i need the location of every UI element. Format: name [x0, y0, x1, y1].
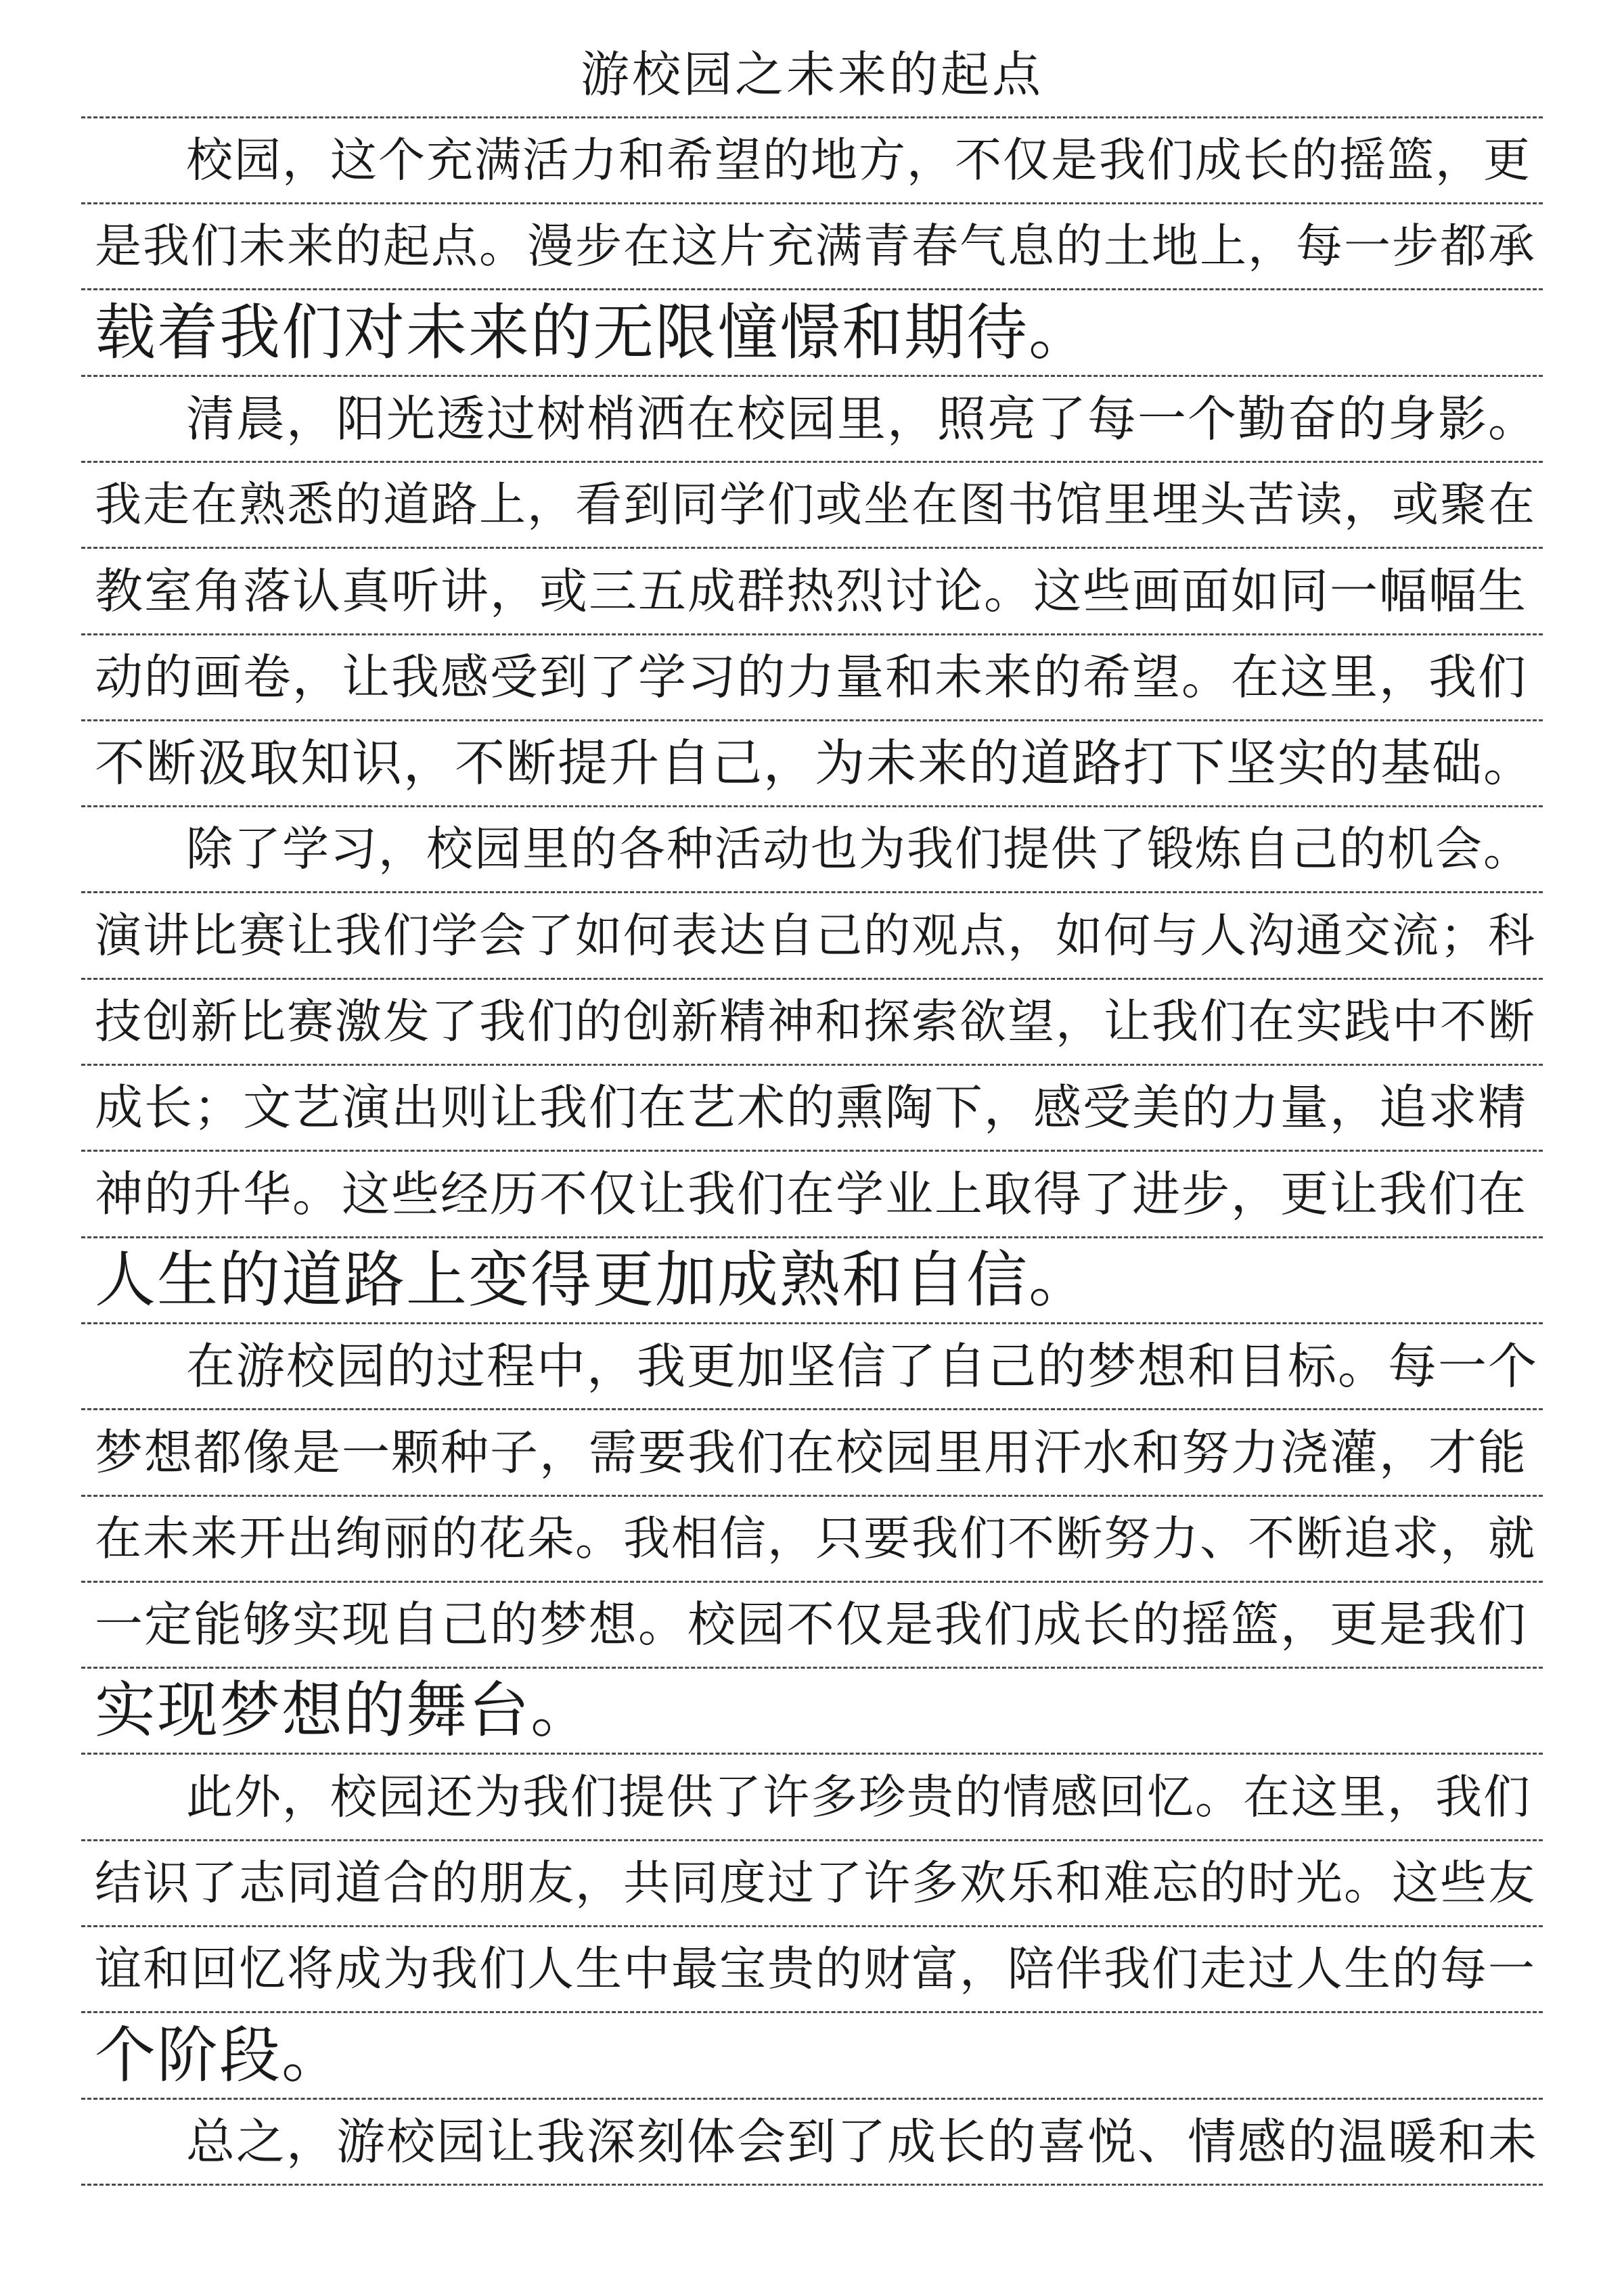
essay-line — [0, 377, 1624, 463]
essay-line-text: 梦想都像是一颗种子，需要我们在校园里用汗水和努力浇灌，才能 — [95, 1424, 1528, 1481]
essay-line-text: 我走在熟悉的道路上，看到同学们或坐在图书馆里埋头苦读，或聚在 — [95, 478, 1536, 533]
essay-line-text: 实现梦想的舞台。 — [95, 1675, 593, 1747]
essay-line-text: 谊和回忆将成为我们人生中最宝贵的财富，陪伴我们走过人生的每一 — [95, 1942, 1536, 1997]
essay-line-text: 是我们未来的起点。漫步在这片充满青春气息的土地上，每一步都承 — [95, 219, 1536, 274]
essay-line — [0, 721, 1624, 807]
essay-line-text: 结识了志同道合的朋友，共同度过了许多欢乐和难忘的时光。这些友 — [95, 1856, 1536, 1910]
essay-line — [0, 807, 1624, 893]
essay-line-text: 不断汲取知识，不断提升自己，为未来的道路打下坚实的基础。 — [95, 734, 1535, 793]
essay-line — [0, 118, 1624, 204]
essay-line-text: 此外，校园还为我们提供了许多珍贵的情感回忆。在这里，我们 — [186, 1770, 1531, 1824]
essay-line-text: 技创新比赛激发了我们的创新精神和探索欲望，让我们在实践中不断 — [95, 995, 1536, 1049]
essay-line-text: 一定能够实现自己的梦想。校园不仅是我们成长的摇篮，更是我们 — [95, 1596, 1528, 1653]
essay-line — [0, 1669, 1624, 1755]
essay-line — [0, 2100, 1624, 2186]
essay-line-text: 人生的道路上变得更加成熟和自信。 — [95, 1244, 1091, 1315]
essay-line — [0, 204, 1624, 290]
essay-line-text: 除了学习，校园里的各种活动也为我们提供了锻炼自己的机会。 — [186, 822, 1531, 877]
essay-line — [0, 980, 1624, 1066]
essay-title: 游校园之未来的起点 — [580, 46, 1043, 103]
essay-line — [0, 1755, 1624, 1841]
essay-line — [0, 894, 1624, 980]
essay-line-text: 教室角落认真听讲，或三五成群热烈讨论。这些画面如同一幅幅生 — [95, 562, 1528, 619]
essay-line — [0, 635, 1624, 721]
essay-line-text: 个阶段。 — [95, 2019, 344, 2091]
dashed-rule — [81, 2184, 1543, 2186]
essay-line-text: 神的升华。这些经历不仅让我们在学业上取得了进步，更让我们在 — [95, 1165, 1528, 1222]
essay-line-text: 演讲比赛让我们学会了如何表达自己的观点，如何与人沟通交流；科 — [95, 908, 1536, 963]
essay-line-text: 在未来开出绚丽的花朵。我相信，只要我们不断努力、不断追求，就 — [95, 1511, 1536, 1566]
essay-line-text: 总之，游校园让我深刻体会到了成长的喜悦、情感的温暖和未 — [186, 2113, 1539, 2170]
essay-line — [0, 1411, 1624, 1497]
essay-line-text: 在游校园的过程中，我更加坚信了自己的梦想和目标。每一个 — [186, 1338, 1539, 1395]
essay-line — [0, 1497, 1624, 1583]
essay-line — [0, 463, 1624, 549]
essay-line — [0, 1583, 1624, 1669]
essay-line — [0, 549, 1624, 635]
essay-line — [0, 1238, 1624, 1324]
essay-line — [0, 1152, 1624, 1238]
essay-line — [0, 2014, 1624, 2100]
title-line — [0, 37, 1624, 118]
essay-line — [0, 1324, 1624, 1410]
essay-line — [0, 1066, 1624, 1152]
essay-line-text: 成长；文艺演出则让我们在艺术的熏陶下，感受美的力量，追求精 — [95, 1079, 1528, 1136]
essay-line — [0, 1841, 1624, 1927]
essay-line-text: 动的画卷，让我感受到了学习的力量和未来的希望。在这里，我们 — [95, 648, 1528, 705]
essay-line-text: 载着我们对未来的无限憧憬和期待。 — [95, 296, 1091, 368]
essay-line — [0, 1927, 1624, 2013]
essay-line-text: 清晨，阳光透过树梢洒在校园里，照亮了每一个勤奋的身影。 — [186, 390, 1539, 447]
essay-line — [0, 291, 1624, 377]
essay-line-text: 校园，这个充满活力和希望的地方，不仅是我们成长的摇篮，更 — [186, 133, 1531, 187]
